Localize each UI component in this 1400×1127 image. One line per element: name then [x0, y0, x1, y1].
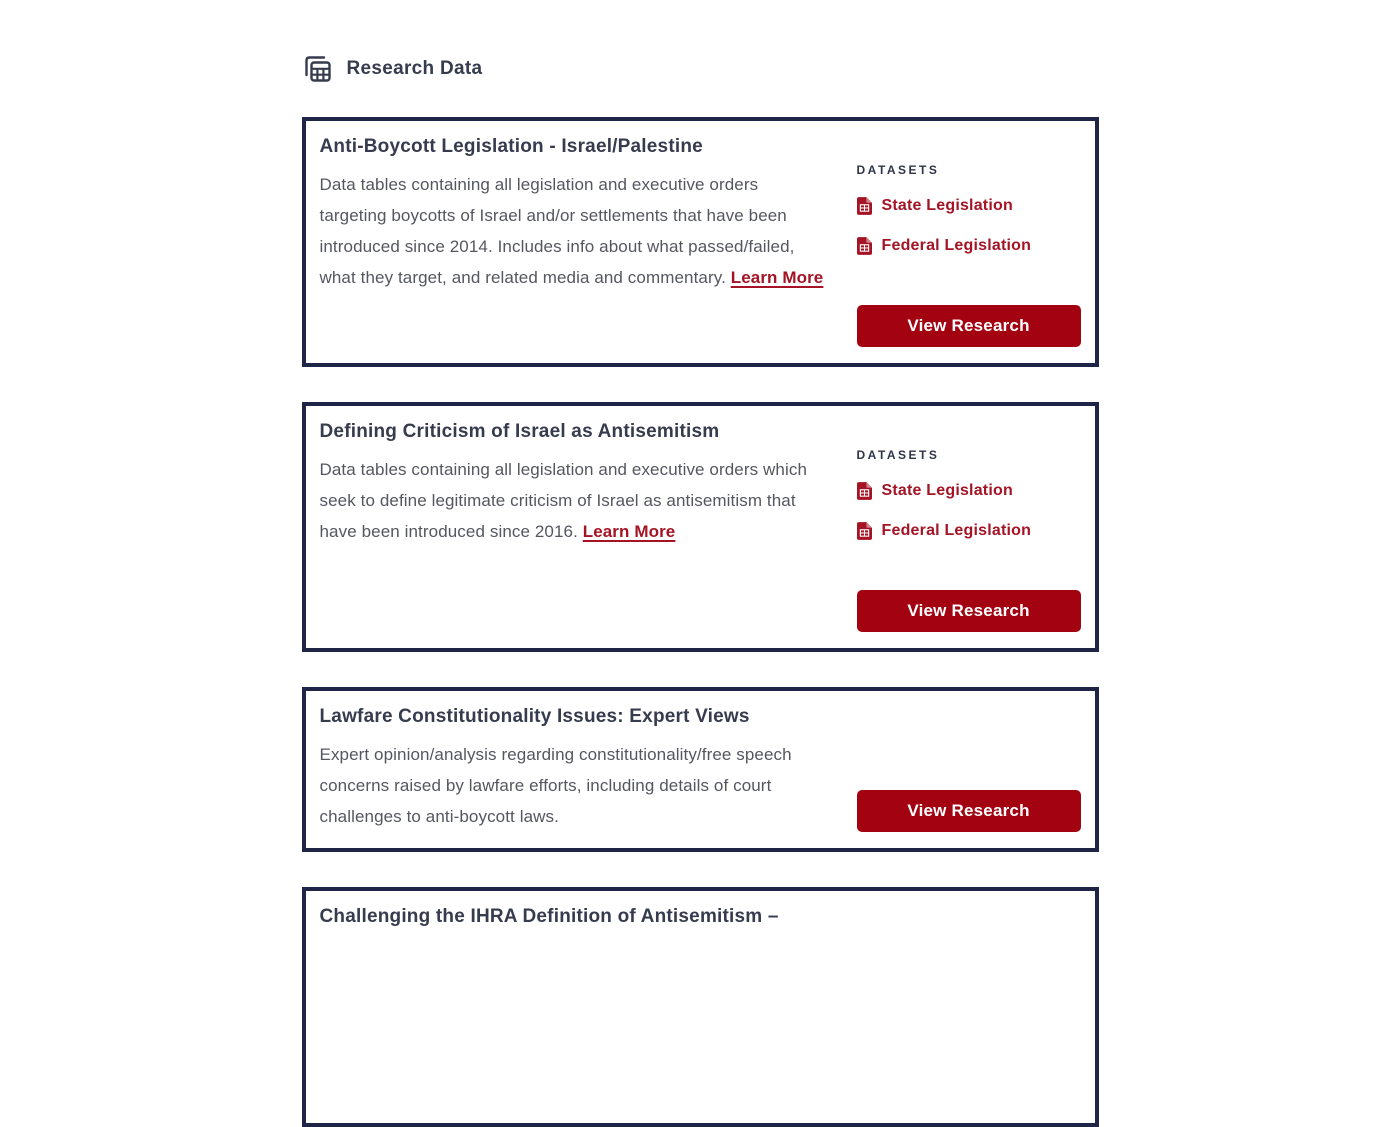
spreadsheet-file-icon	[857, 482, 872, 500]
card-content	[320, 421, 828, 632]
spreadsheet-file-icon	[857, 237, 872, 255]
card-actions	[857, 421, 1081, 632]
research-card	[302, 687, 1099, 852]
card-title: Anti-Boycott Legislation - Israel/Palestine	[319, 136, 703, 157]
view-research-button[interactable]: View Research	[857, 305, 1081, 347]
card-actions	[857, 136, 1081, 347]
dataset-link[interactable]	[857, 522, 1081, 540]
view-research-button[interactable]: View Research	[857, 790, 1081, 832]
dataset-link[interactable]	[857, 237, 1081, 255]
learn-more-link[interactable]: Learn More	[730, 268, 824, 287]
card-content	[320, 706, 828, 832]
dataset-link-label: Federal Legislation	[881, 522, 1032, 539]
dataset-link[interactable]	[857, 482, 1081, 500]
card-title: Lawfare Constitutionality Issues: Expert Views	[319, 706, 750, 727]
card-description-text: Data tables containing all legislation and executive orders which seek to define legitimate criticism of Israel as antisemitism that have been introduced since 2016.	[319, 460, 808, 541]
card-description-text: Data tables containing all legislation and executive orders targeting boycotts of Israel and/or settlements that have been introduced since 2014. Includes info about what passed/failed, what they target, and related media and commentary.	[319, 175, 795, 287]
card-title: Challenging the IHRA Definition of Antisemitism –	[319, 906, 779, 927]
dataset-link-label: Federal Legislation	[881, 237, 1032, 254]
card-description	[320, 739, 828, 832]
section-header	[302, 53, 1099, 84]
research-data-table-icon	[302, 53, 333, 84]
spreadsheet-file-icon	[857, 522, 872, 540]
learn-more-link[interactable]: Learn More	[582, 522, 676, 541]
datasets-heading: DATASETS	[856, 448, 940, 462]
dataset-link-label: State Legislation	[881, 197, 1013, 214]
page-title: Research Data	[346, 57, 483, 79]
card-title: Defining Criticism of Israel as Antisemitism	[319, 421, 720, 442]
card-content	[320, 136, 828, 347]
research-card	[302, 887, 1099, 1127]
research-card	[302, 117, 1099, 367]
datasets-block	[857, 163, 1081, 277]
card-list	[302, 117, 1099, 1127]
card-content	[320, 906, 828, 1107]
card-actions	[857, 906, 1081, 1107]
datasets-heading: DATASETS	[856, 163, 940, 177]
card-description-text: Expert opinion/analysis regarding constitutionality/free speech concerns raised by lawfare efforts, including details of court challenges to anti-boycott laws.	[319, 745, 792, 826]
research-card	[302, 402, 1099, 652]
datasets-block	[857, 448, 1081, 562]
research-data-section	[302, 0, 1099, 1127]
spreadsheet-file-icon	[857, 197, 872, 215]
view-research-button[interactable]: View Research	[857, 590, 1081, 632]
dataset-link[interactable]	[857, 197, 1081, 215]
dataset-link-label: State Legislation	[881, 482, 1013, 499]
card-description	[320, 454, 828, 547]
card-actions	[857, 706, 1081, 832]
card-description	[320, 169, 828, 293]
